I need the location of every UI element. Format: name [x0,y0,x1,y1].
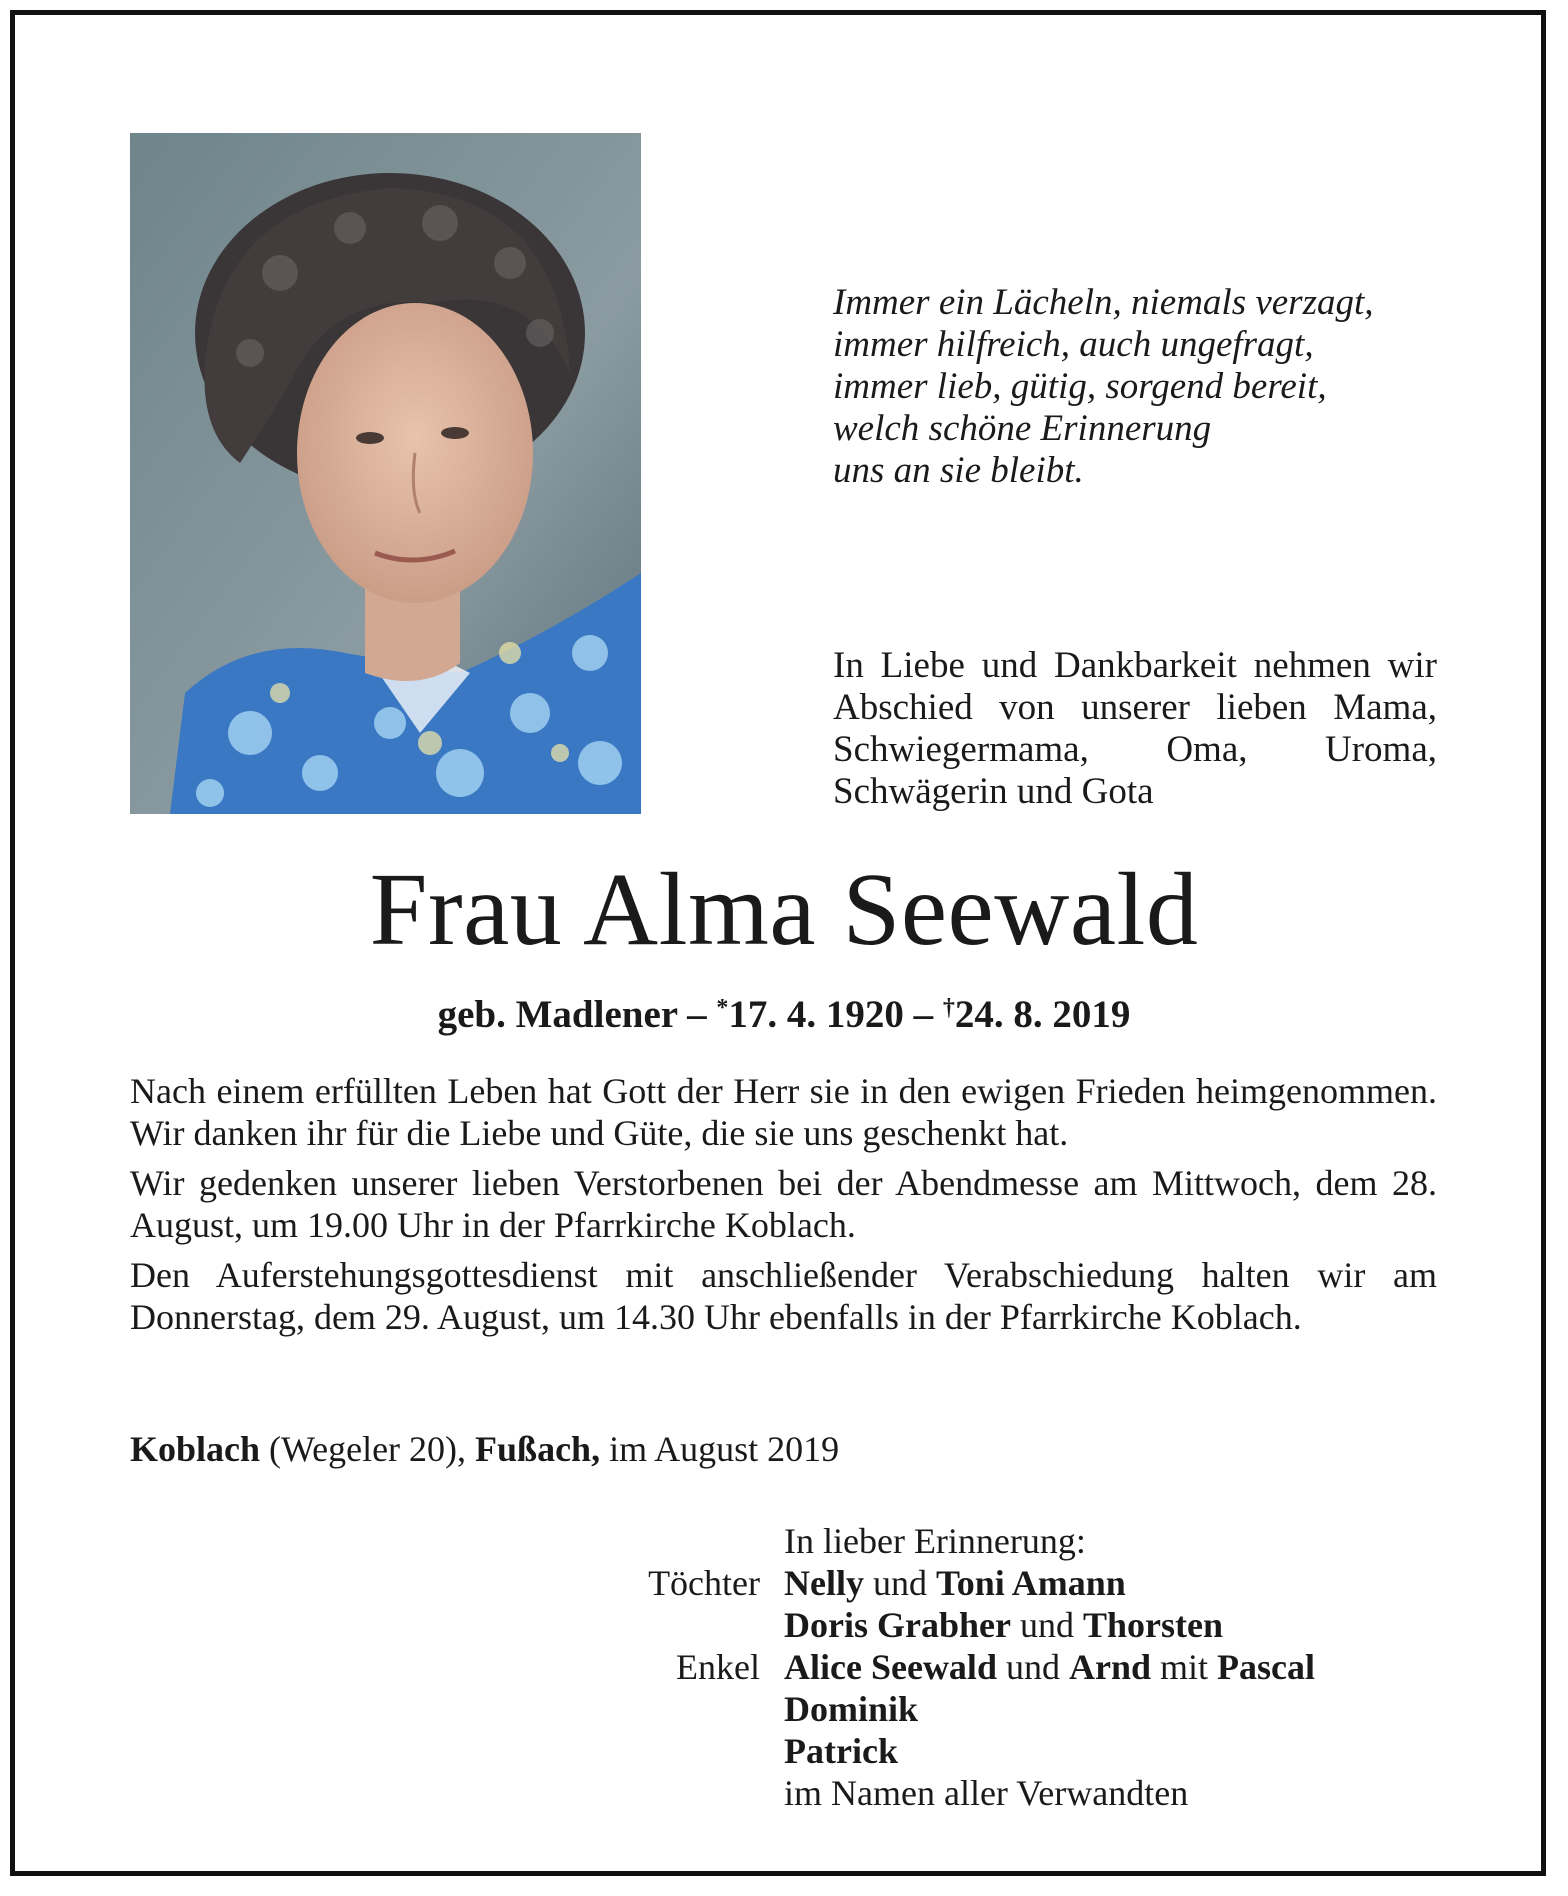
portrait-photo [130,133,641,814]
address: (Wegeler 20), [260,1429,476,1469]
death-cross-icon: † [942,995,955,1021]
deceased-name: Frau Alma Seewald [369,852,1199,967]
connector: und [996,1647,1069,1687]
signer-name: Thorsten [1082,1605,1223,1645]
life-dates [0,985,1568,1038]
maiden-name: geb. Madlener [437,993,678,1036]
grandchild-line [784,1646,1315,1688]
body-paragraph: Den Auferstehungsgottesdienst mit anschließender Verabschiedung halten wir am Donnerstag, dem 29. August, um 14.30 Uhr ebenfalls in der Pfarrkirche Koblach. [130,1255,1437,1337]
connector: und [863,1563,936,1603]
connector: mit [1151,1647,1218,1687]
poem-line: uns an sie bleibt. [833,450,1084,491]
role-empty [600,1772,784,1814]
poem-line: welch schöne Erinnerung [833,408,1212,449]
daughter-line [784,1562,1126,1604]
role-grandchildren: Enkel [676,1647,760,1687]
date-separator: – [913,993,934,1036]
grandchild-line [784,1730,898,1772]
death-date: 24. 8. 2019 [954,993,1131,1036]
role-empty [600,1730,784,1772]
signer-name: Toni Amann [935,1563,1126,1603]
signer-name: Nelly [784,1563,864,1603]
role-empty [600,1604,784,1646]
role-empty [600,1688,784,1730]
signer-name: Alice Seewald [784,1647,997,1687]
signatures-heading: In lieber Erinnerung: [784,1521,1086,1561]
daughter-line [784,1604,1223,1646]
grandchild-line [784,1688,918,1730]
signer-name: Dominik [784,1689,919,1729]
announcement-date: im August 2019 [600,1429,840,1469]
signer-name: Patrick [784,1731,898,1771]
role-daughters: Töchter [648,1563,760,1603]
signer-name: Doris Grabher [784,1605,1011,1645]
town-fussach: Fußach, [475,1429,601,1469]
body-paragraph: Nach einem erfüllten Leben hat Gott der Herr sie in den ewigen Frieden heimgenommen. Wir danken ihr für die Liebe und Güte, die sie uns geschenkt hat. [130,1071,1437,1153]
poem [833,282,1453,492]
body-paragraph: Wir gedenken unserer lieben Verstorbenen bei der Abendmesse am Mittwoch, dem 28. August, um 19.00 Uhr in der Pfarrkirche Koblach. [130,1163,1437,1245]
announcement-body [130,1070,1437,1346]
poem-line: Immer ein Lächeln, niemals verzagt, [833,282,1374,323]
birth-date: 17. 4. 1920 [728,993,904,1036]
connector: und [1010,1605,1083,1645]
farewell-intro: In Liebe und Dankbarkeit nehmen wir Abschied von unserer lieben Mama, Schwiegermama, Oma, Uroma, Schwägerin und Gota [833,645,1437,812]
birth-star-icon: * [716,995,729,1021]
signer-name: Arnd [1068,1647,1151,1687]
date-separator: – [687,993,707,1036]
poem-line: immer hilfreich, auch ungefragt, [833,324,1314,365]
town-koblach: Koblach [130,1429,261,1469]
place-date-line [130,1428,1437,1470]
poem-line: immer lieb, gütig, sorgend bereit, [833,366,1327,407]
portrait-icon [130,133,641,814]
signatures [600,1520,1460,1814]
closing-line: im Namen aller Verwandten [784,1773,1189,1813]
signer-name: Pascal [1217,1647,1315,1687]
role-empty [600,1520,784,1562]
